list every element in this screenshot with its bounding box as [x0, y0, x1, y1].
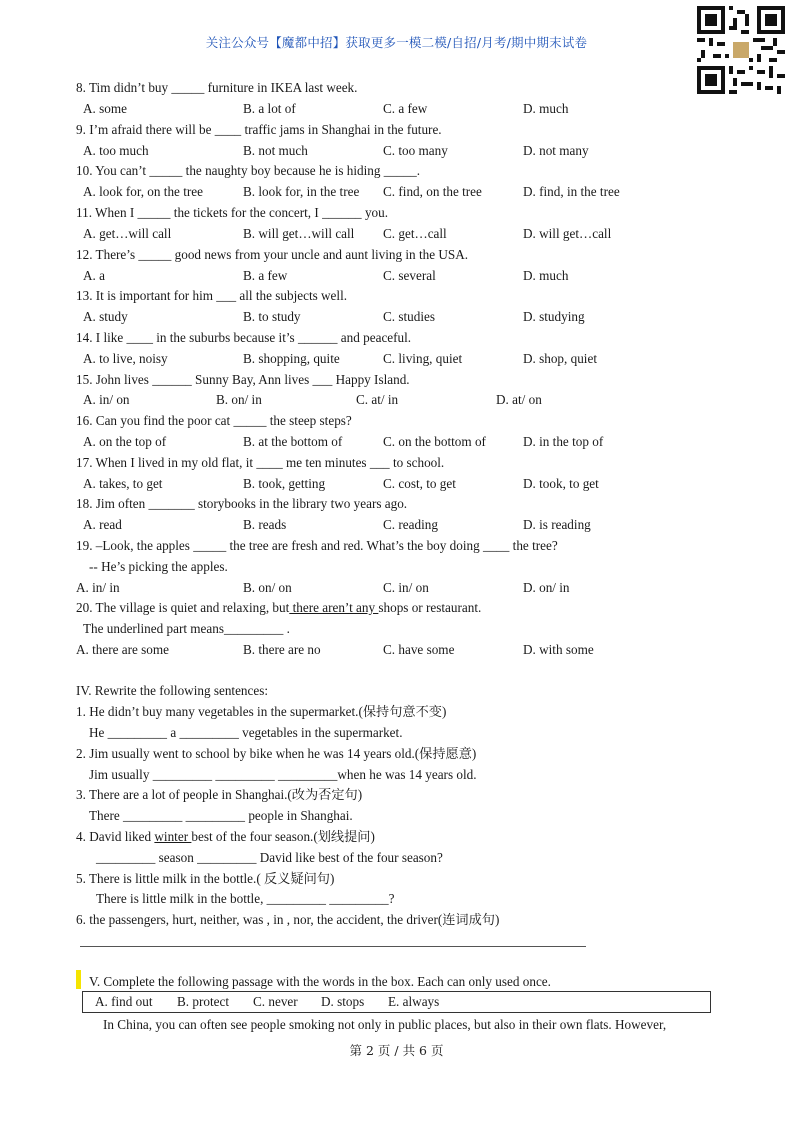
option-18c: C. reading	[383, 517, 438, 532]
option-8b: B. a lot of	[243, 101, 296, 116]
option-19a: A. in/ in	[76, 580, 120, 595]
question-20-text-a: 20. The village is quiet and relaxing, but	[76, 600, 290, 615]
rewrite-5-answer: There is little milk in the bottle, _________ _________?	[96, 891, 395, 906]
word-box-item-a: A. find out	[95, 994, 153, 1009]
question-17: 17. When I lived in my old flat, it ____ me ten minutes ___ to school.	[76, 455, 445, 470]
promo-header: 关注公众号【魔都中招】获取更多一模二模/自招/月考/期中期末试卷	[205, 35, 588, 50]
option-20c: C. have some	[383, 642, 455, 657]
word-box-item-d: D. stops	[321, 994, 365, 1009]
highlight-marker	[76, 970, 81, 989]
option-13c: C. studies	[383, 309, 436, 324]
option-12b: B. a few	[243, 268, 288, 283]
option-16b: B. at the bottom of	[243, 434, 343, 449]
option-11d: D. will get…call	[523, 226, 612, 241]
question-20-text-b: shops or restaurant.	[378, 600, 482, 615]
option-19b: B. on/ on	[243, 580, 292, 595]
question-14: 14. I like ____ in the suburbs because it’s ______ and peaceful.	[76, 330, 412, 345]
option-18b: B. reads	[243, 517, 287, 532]
question-13: 13. It is important for him ___ all the subjects well.	[76, 288, 348, 303]
option-14c: C. living, quiet	[383, 351, 463, 366]
option-12a: A. a	[83, 268, 105, 283]
option-8d: D. much	[523, 101, 569, 116]
rewrite-1-answer: He _________ a _________ vegetables in the supermarket.	[89, 725, 403, 740]
option-15d: D. at/ on	[496, 392, 542, 407]
question-20	[76, 600, 481, 616]
option-15b: B. on/ in	[216, 392, 262, 407]
word-box-item-e: E. always	[388, 994, 440, 1009]
rewrite-4-text-a: 4. David liked	[76, 829, 155, 844]
option-13b: B. to study	[243, 309, 301, 324]
rewrite-2-answer: Jim usually _________ _________ _________when he was 14 years old.	[89, 767, 477, 782]
option-15c: C. at/ in	[356, 392, 399, 407]
option-18d: D. is reading	[523, 517, 591, 532]
rewrite-4-answer: _________ season _________ David like best of the four season?	[96, 850, 443, 865]
option-12d: D. much	[523, 268, 569, 283]
option-12c: C. several	[383, 268, 436, 283]
option-19d: D. on/ in	[523, 580, 570, 595]
option-20b: B. there are no	[243, 642, 321, 657]
question-9: 9. I’m afraid there will be ____ traffic jams in Shanghai in the future.	[76, 122, 442, 137]
option-8c: C. a few	[383, 101, 428, 116]
rewrite-4-text-b: best of the four season.(划线提问)	[191, 829, 375, 844]
rewrite-4-underlined: winter	[154, 829, 192, 844]
option-11a: A. get…will call	[83, 226, 172, 241]
section-4-title: IV. Rewrite the following sentences:	[76, 683, 269, 698]
option-17d: D. took, to get	[523, 476, 599, 491]
passage-text: In China, you can often see people smoking not only in public places, but also in their own flats. However,	[103, 1017, 667, 1032]
option-16d: D. in the top of	[523, 434, 604, 449]
question-10: 10. You can’t _____ the naughty boy because he is hiding _____.	[76, 163, 421, 178]
rewrite-4-question	[76, 829, 375, 845]
option-9c: C. too many	[383, 143, 448, 158]
option-19c: C. in/ on	[383, 580, 429, 595]
question-16: 16. Can you find the poor cat _____ the steep steps?	[76, 413, 352, 428]
option-20d: D. with some	[523, 642, 594, 657]
question-19: 19. –Look, the apples _____ the tree are fresh and red. What’s the boy doing ____ the tree?	[76, 538, 558, 553]
option-10a: A. look for, on the tree	[83, 184, 203, 199]
question-12: 12. There’s _____ good news from your uncle and aunt living in the USA.	[76, 247, 469, 262]
option-11b: B. will get…will call	[243, 226, 355, 241]
question-8: 8. Tim didn’t buy _____ furniture in IKEA last week.	[76, 80, 358, 95]
rewrite-5-question: 5. There is little milk in the bottle.( 反义疑问句)	[76, 871, 335, 886]
rewrite-1-question: 1. He didn’t buy many vegetables in the supermarket.(保持句意不变)	[76, 704, 447, 719]
option-16a: A. on the top of	[83, 434, 167, 449]
option-8a: A. some	[83, 101, 127, 116]
option-9a: A. too much	[83, 143, 149, 158]
option-16c: C. on the bottom of	[383, 434, 486, 449]
word-box-item-c: C. never	[253, 994, 298, 1009]
rewrite-3-answer: There _________ _________ people in Shanghai.	[89, 808, 353, 823]
option-9b: B. not much	[243, 143, 308, 158]
option-17c: C. cost, to get	[383, 476, 456, 491]
option-18a: A. read	[83, 517, 122, 532]
option-10b: B. look for, in the tree	[243, 184, 360, 199]
rewrite-2-question: 2. Jim usually went to school by bike when he was 14 years old.(保持愿意)	[76, 746, 477, 761]
option-14a: A. to live, noisy	[83, 351, 168, 366]
page-footer: 第 2 页 / 共 6 页	[349, 1043, 444, 1058]
question-18: 18. Jim often _______ storybooks in the library two years ago.	[76, 496, 408, 511]
question-15: 15. John lives ______ Sunny Bay, Ann lives ___ Happy Island.	[76, 372, 410, 387]
question-20-underlined: there aren’t any	[289, 600, 379, 615]
option-14d: D. shop, quiet	[523, 351, 597, 366]
option-13a: A. study	[83, 309, 128, 324]
option-17b: B. took, getting	[243, 476, 326, 491]
qr-code-icon	[697, 6, 785, 94]
option-10c: C. find, on the tree	[383, 184, 482, 199]
option-13d: D. studying	[523, 309, 585, 324]
option-10d: D. find, in the tree	[523, 184, 620, 199]
rewrite-3-question: 3. There are a lot of people in Shanghai.(改为否定句)	[76, 787, 363, 802]
option-15a: A. in/ on	[83, 392, 130, 407]
question-19-reply: -- He’s picking the apples.	[89, 559, 228, 574]
word-box	[82, 991, 711, 1013]
question-11: 11. When I _____ the tickets for the concert, I ______ you.	[76, 205, 389, 220]
word-box-item-b: B. protect	[177, 994, 230, 1009]
option-14b: B. shopping, quite	[243, 351, 340, 366]
option-17a: A. takes, to get	[83, 476, 163, 491]
option-20a: A. there are some	[76, 642, 170, 657]
option-11c: C. get…call	[383, 226, 447, 241]
question-20-prompt: The underlined part means_________ .	[83, 621, 290, 636]
section-5-title: V. Complete the following passage with the words in the box. Each can only used once.	[89, 974, 551, 989]
rewrite-6-question: 6. the passengers, hurt, neither, was , in , nor, the accident, the driver(连词成句)	[76, 912, 500, 927]
option-9d: D. not many	[523, 143, 589, 158]
answer-line	[80, 946, 586, 947]
